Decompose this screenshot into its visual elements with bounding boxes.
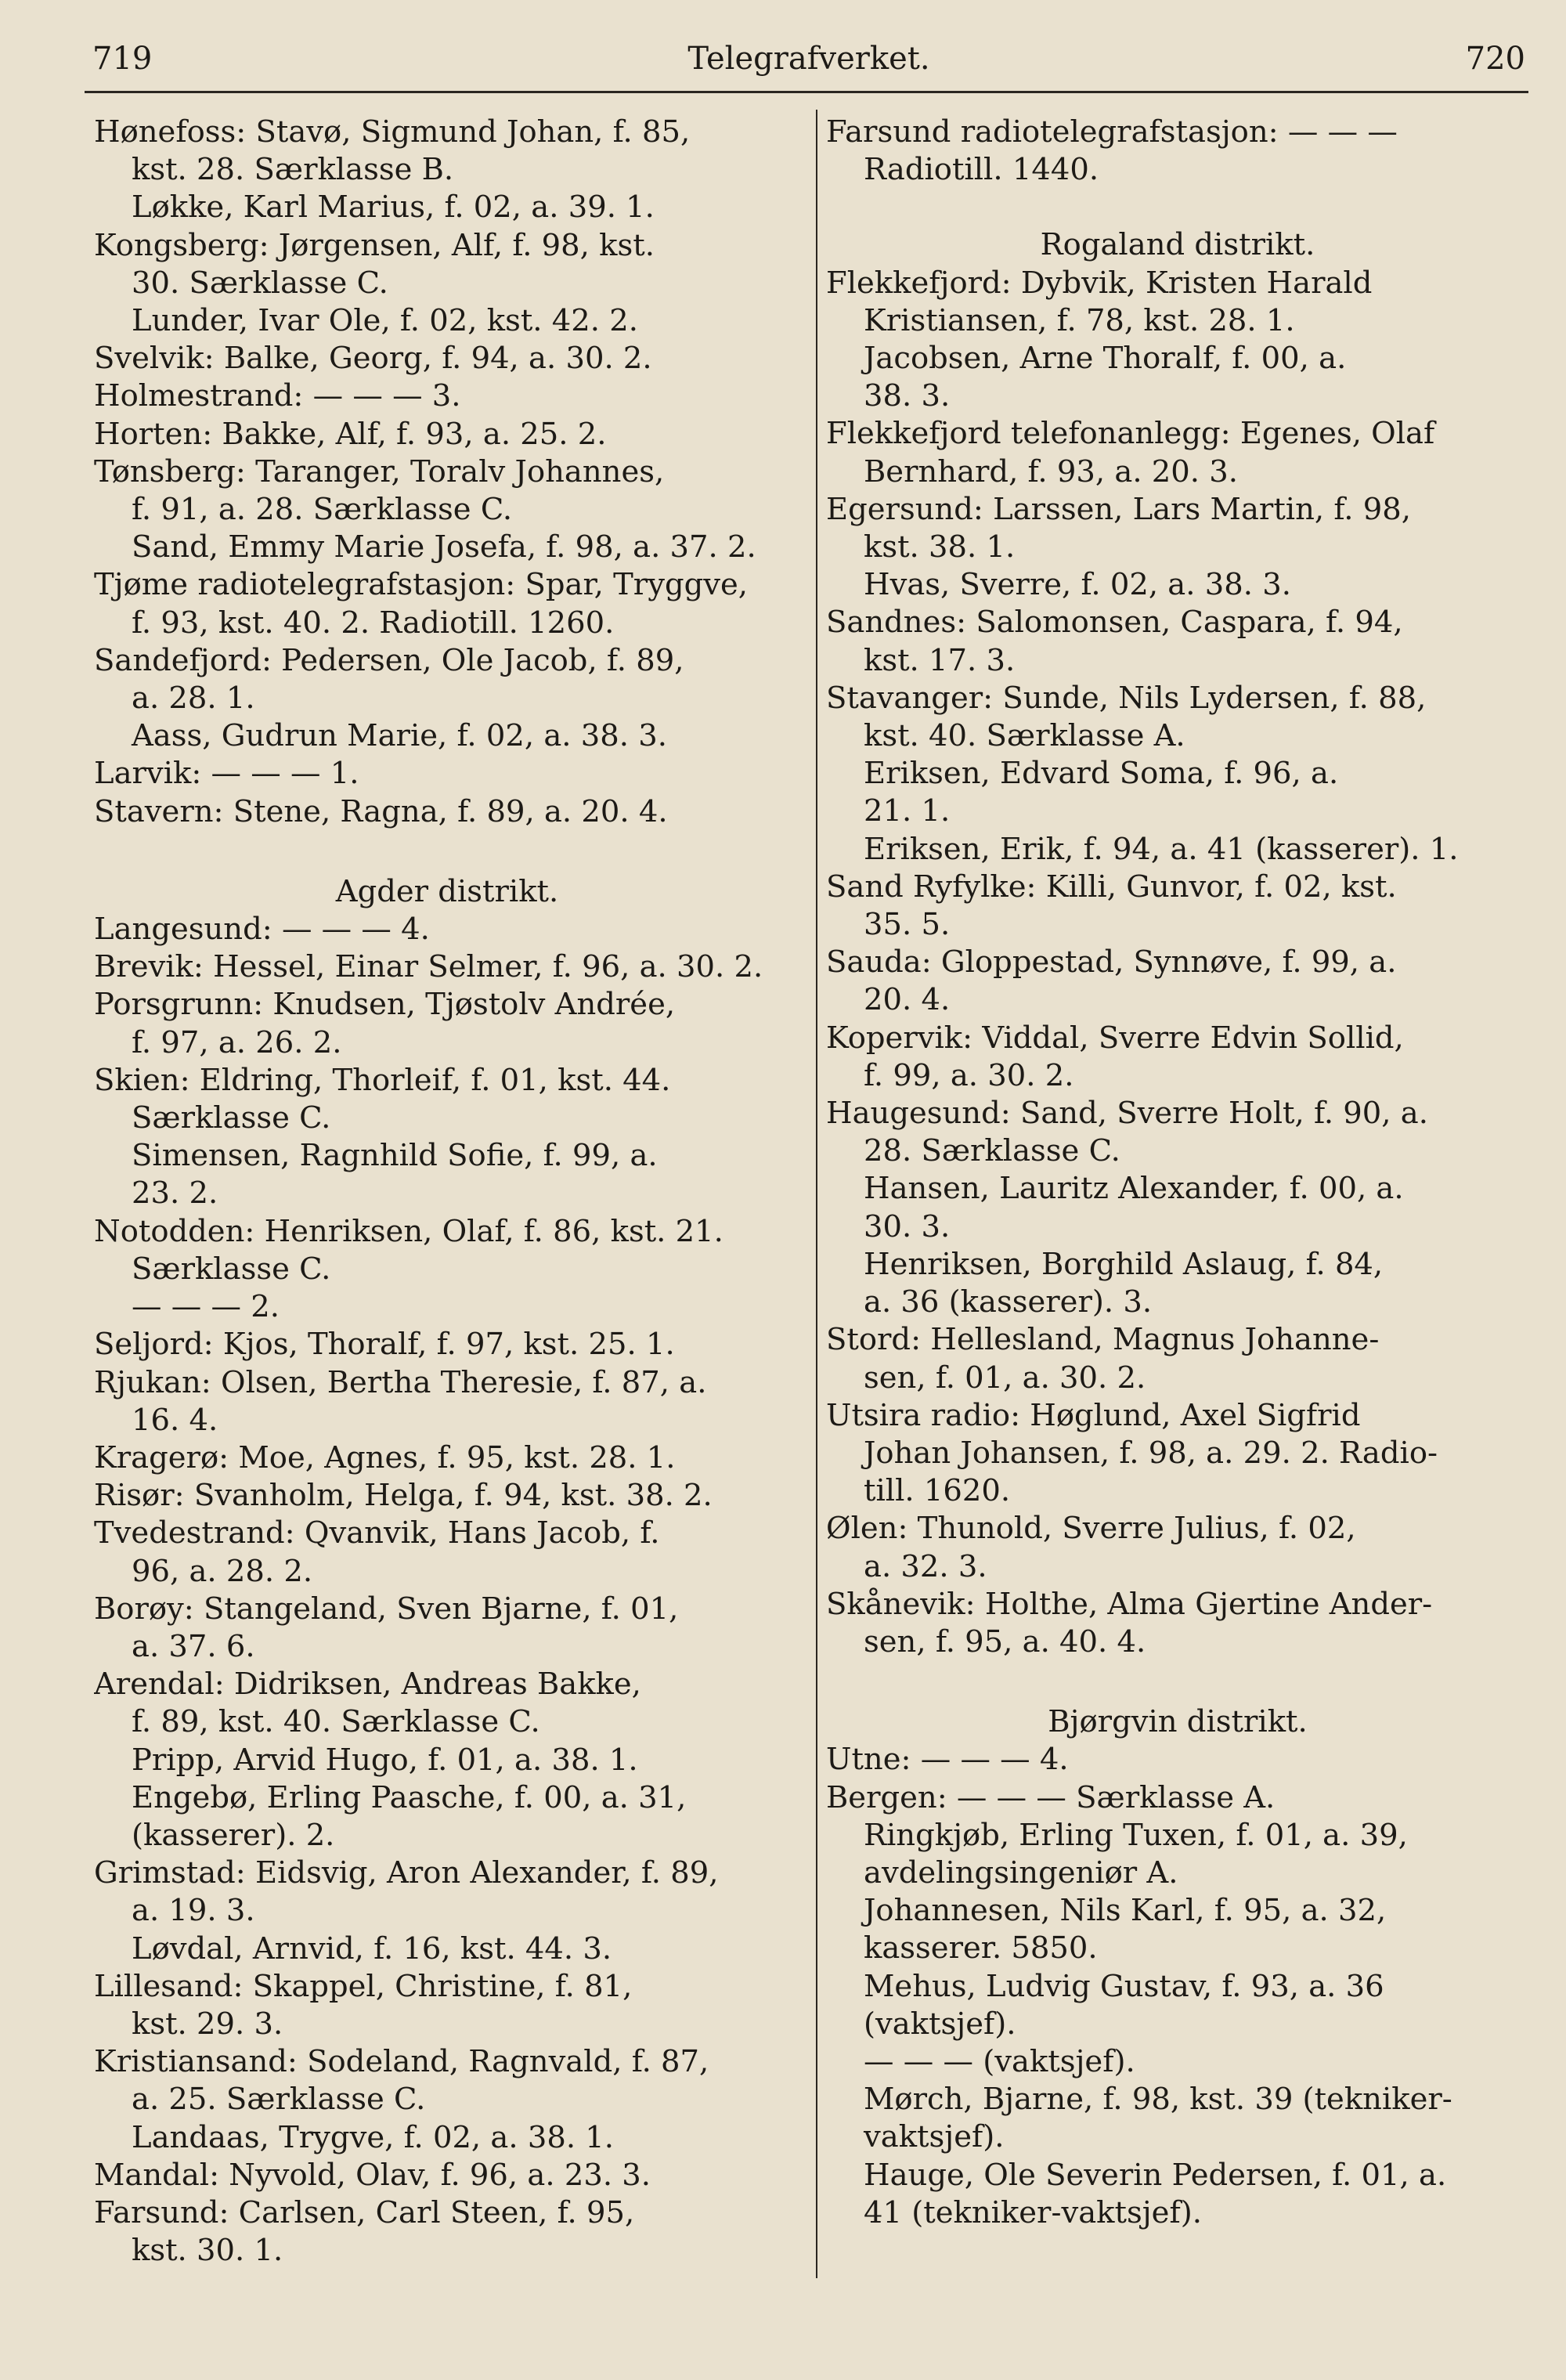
entry-line: Kristiansen, f. 78, kst. 28. 1. (864, 302, 1295, 338)
section-heading-agder: Agder distrikt. (335, 873, 559, 909)
entry-line: Ølen: Thunold, Sverre Julius, f. 02, (826, 1511, 1356, 1547)
entry-line: Radiotill. 1440. (864, 152, 1099, 188)
entry-line: kst. 28. Særklasse B. (132, 152, 454, 188)
entry-line: Kragerø: Moe, Agnes, f. 95, kst. 28. 1. (94, 1439, 676, 1475)
entry-line: Bernhard, f. 93, a. 20. 3. (864, 453, 1238, 489)
entry-line: Grimstad: Eidsvig, Aron Alexander, f. 89, (94, 1855, 719, 1891)
entry-line: 21. 1. (864, 793, 951, 829)
entry-line: Hauge, Ole Severin Pedersen, f. 01, a. (864, 2157, 1447, 2193)
entry-line: Særklasse C. (132, 1251, 331, 1287)
right-page-number: 720 (1465, 41, 1525, 77)
entry-line: a. 28. 1. (132, 681, 255, 717)
entry-line: Porsgrunn: Knudsen, Tjøstolv Andrée, (94, 987, 676, 1023)
entry-line: Engebø, Erling Paasche, f. 00, a. 31, (132, 1779, 687, 1815)
entry-line: Aass, Gudrun Marie, f. 02, a. 38. 3. (132, 718, 667, 754)
entry-line: a. 19. 3. (132, 1893, 255, 1929)
entry-line: Særklasse C. (132, 1100, 331, 1136)
entry-line: avdelingsingeniør A. (864, 1855, 1178, 1891)
left-page-number: 719 (92, 41, 153, 77)
entry-line: 30. Særklasse C. (132, 265, 388, 301)
entry-line: a. 36 (kasserer). 3. (864, 1284, 1153, 1320)
entry-line: 35. 5. (864, 907, 951, 943)
entry-line: Sand Ryfylke: Killi, Gunvor, f. 02, kst. (826, 869, 1397, 905)
entry-line: 23. 2. (132, 1176, 218, 1212)
entry-line: — — — (vaktsjef). (864, 2043, 1135, 2079)
entry-line: kst. 40. Særklasse A. (864, 718, 1185, 754)
entry-line: kst. 29. 3. (132, 2006, 283, 2042)
entry-line: Arendal: Didriksen, Andreas Bakke, (94, 1667, 641, 1703)
entry-line: Flekkefjord telefonanlegg: Egenes, Olaf (826, 416, 1435, 452)
entry-line: Farsund: Carlsen, Carl Steen, f. 95, (94, 2194, 635, 2230)
entry-line: Johan Johansen, f. 98, a. 29. 2. Radio- (864, 1435, 1438, 1471)
entry-line: Hvas, Sverre, f. 02, a. 38. 3. (864, 567, 1291, 603)
entry-line: Mandal: Nyvold, Olav, f. 96, a. 23. 3. (94, 2157, 651, 2193)
entry-line: till. 1620. (864, 1473, 1011, 1509)
entry-line: Ringkjøb, Erling Tuxen, f. 01, a. 39, (864, 1817, 1408, 1853)
entry-line: Seljord: Kjos, Thoralf, f. 97, kst. 25. 1. (94, 1327, 675, 1363)
entry-line: 96, a. 28. 2. (132, 1553, 313, 1589)
entry-line: kst. 30. 1. (132, 2233, 283, 2269)
entry-line: Egersund: Larssen, Lars Martin, f. 98, (826, 491, 1411, 527)
entry-line: Farsund radiotelegrafstasjon: — — — (826, 114, 1398, 150)
entry-line: Rjukan: Olsen, Bertha Theresie, f. 87, a. (94, 1364, 707, 1400)
section-heading-rogaland: Rogaland distrikt. (1040, 227, 1315, 263)
right-column (826, 114, 1529, 2232)
entry-line: 16. 4. (132, 1402, 218, 1438)
entry-line: Langesund: — — — 4. (94, 912, 430, 948)
entry-line: Henriksen, Borghild Aslaug, f. 84, (864, 1246, 1384, 1282)
entry-line: 41 (tekniker-vaktsjef). (864, 2194, 1202, 2230)
entry-line: Skien: Eldring, Thorleif, f. 01, kst. 44. (94, 1062, 671, 1098)
entry-line: kst. 17. 3. (864, 642, 1016, 678)
entry-line: Haugesund: Sand, Sverre Holt, f. 90, a. (826, 1096, 1428, 1132)
entry-line: Stavanger: Sunde, Nils Lydersen, f. 88, (826, 680, 1427, 716)
entry-line: Lillesand: Skappel, Christine, f. 81, (94, 1968, 633, 2004)
entry-line: Tjøme radiotelegrafstasjon: Spar, Tryggve, (94, 567, 749, 603)
entry-line: Kopervik: Viddal, Sverre Edvin Sollid, (826, 1020, 1404, 1056)
entry-line: (kasserer). 2. (132, 1817, 335, 1853)
entry-line: Lunder, Ivar Ole, f. 02, kst. 42. 2. (132, 303, 638, 339)
entry-line: f. 93, kst. 40. 2. Radiotill. 1260. (132, 605, 615, 641)
entry-line: Tønsberg: Taranger, Toralv Johannes, (94, 453, 665, 489)
entry-line: Kristiansand: Sodeland, Ragnvald, f. 87, (94, 2044, 709, 2080)
entry-line: — — — 2. (132, 1289, 280, 1325)
entry-line: a. 32. 3. (864, 1548, 987, 1584)
entry-line: f. 99, a. 30. 2. (864, 1057, 1074, 1093)
entry-line: Larvik: — — — 1. (94, 756, 359, 792)
entry-line: f. 89, kst. 40. Særklasse C. (132, 1704, 540, 1740)
entry-line: Kongsberg: Jørgensen, Alf, f. 98, kst. (94, 227, 655, 263)
entry-line: Tvedestrand: Qvanvik, Hans Jacob, f. (94, 1515, 660, 1551)
entry-line: Skånevik: Holthe, Alma Gjertine Ander- (826, 1586, 1433, 1622)
entry-line: Løkke, Karl Marius, f. 02, a. 39. 1. (132, 190, 655, 226)
left-column (94, 114, 800, 2270)
entry-line: kasserer. 5850. (864, 1930, 1098, 1966)
entry-line: sen, f. 95, a. 40. 4. (864, 1623, 1146, 1659)
entry-line: Stord: Hellesland, Magnus Johanne- (826, 1322, 1380, 1358)
entry-line: Hansen, Lauritz Alexander, f. 00, a. (864, 1171, 1404, 1207)
entry-line: Svelvik: Balke, Georg, f. 94, a. 30. 2. (94, 341, 652, 377)
entry-line: Sauda: Gloppestad, Synnøve, f. 99, a. (826, 944, 1397, 981)
entry-line: Mehus, Ludvig Gustav, f. 93, a. 36 (864, 1968, 1384, 2004)
entry-line: Jacobsen, Arne Thoralf, f. 00, a. (864, 341, 1347, 377)
entry-line: Notodden: Henriksen, Olaf, f. 86, kst. 21. (94, 1213, 723, 1249)
entry-line: Eriksen, Edvard Soma, f. 96, a. (864, 756, 1339, 792)
entry-line: 38. 3. (864, 378, 951, 414)
entry-line: f. 97, a. 26. 2. (132, 1024, 342, 1060)
column-divider (816, 110, 817, 2278)
entry-line: Pripp, Arvid Hugo, f. 01, a. 38. 1. (132, 1742, 638, 1778)
entry-line: Risør: Svanholm, Helga, f. 94, kst. 38. 2. (94, 1478, 713, 1514)
page-header (92, 41, 1525, 88)
section-heading-bjorgvin: Bjørgvin distrikt. (1048, 1704, 1308, 1740)
entry-line: Flekkefjord: Dybvik, Kristen Harald (826, 265, 1373, 301)
entry-line: Stavern: Stene, Ragna, f. 89, a. 20. 4. (94, 793, 668, 829)
entry-line: Horten: Bakke, Alf, f. 93, a. 25. 2. (94, 416, 607, 452)
entry-line: Sandefjord: Pedersen, Ole Jacob, f. 89, (94, 642, 684, 678)
entry-line: Simensen, Ragnhild Sofie, f. 99, a. (132, 1138, 658, 1174)
entry-line: Utsira radio: Høglund, Axel Sigfrid (826, 1397, 1361, 1433)
entry-line: a. 25. Særklasse C. (132, 2082, 426, 2118)
entry-line: Hønefoss: Stavø, Sigmund Johan, f. 85, (94, 114, 691, 150)
entry-line: 28. Særklasse C. (864, 1133, 1120, 1169)
entry-line: Holmestrand: — — — 3. (94, 378, 461, 414)
entry-line: Johannesen, Nils Karl, f. 95, a. 32, (864, 1893, 1387, 1929)
entry-line: Brevik: Hessel, Einar Selmer, f. 96, a. 30. 2. (94, 949, 763, 985)
entry-line: sen, f. 01, a. 30. 2. (864, 1360, 1146, 1396)
entry-line: Mørch, Bjarne, f. 98, kst. 39 (tekniker- (864, 2082, 1452, 2118)
entry-line: vaktsjef). (864, 2119, 1005, 2155)
entry-line: Sand, Emmy Marie Josefa, f. 98, a. 37. 2. (132, 529, 756, 565)
entry-line: (vaktsjef). (864, 2006, 1016, 2042)
entry-line: Bergen: — — — Særklasse A. (826, 1779, 1276, 1815)
entry-line: a. 37. 6. (132, 1628, 255, 1664)
entry-line: 30. 3. (864, 1208, 951, 1244)
entry-line: Sandnes: Salomonsen, Caspara, f. 94, (826, 605, 1403, 641)
page-title: Telegrafverket. (687, 41, 930, 77)
entry-line: Løvdal, Arnvid, f. 16, kst. 44. 3. (132, 1930, 612, 1966)
entry-line: Utne: — — — 4. (826, 1742, 1069, 1778)
entry-line: 20. 4. (864, 982, 951, 1018)
entry-line: Landaas, Trygve, f. 02, a. 38. 1. (132, 2119, 615, 2155)
entry-line: kst. 38. 1. (864, 529, 1016, 565)
header-rule (85, 91, 1528, 93)
entry-line: Eriksen, Erik, f. 94, a. 41 (kasserer). 1. (864, 831, 1459, 867)
entry-line: f. 91, a. 28. Særklasse C. (132, 492, 513, 528)
entry-line: Borøy: Stangeland, Sven Bjarne, f. 01, (94, 1591, 679, 1627)
